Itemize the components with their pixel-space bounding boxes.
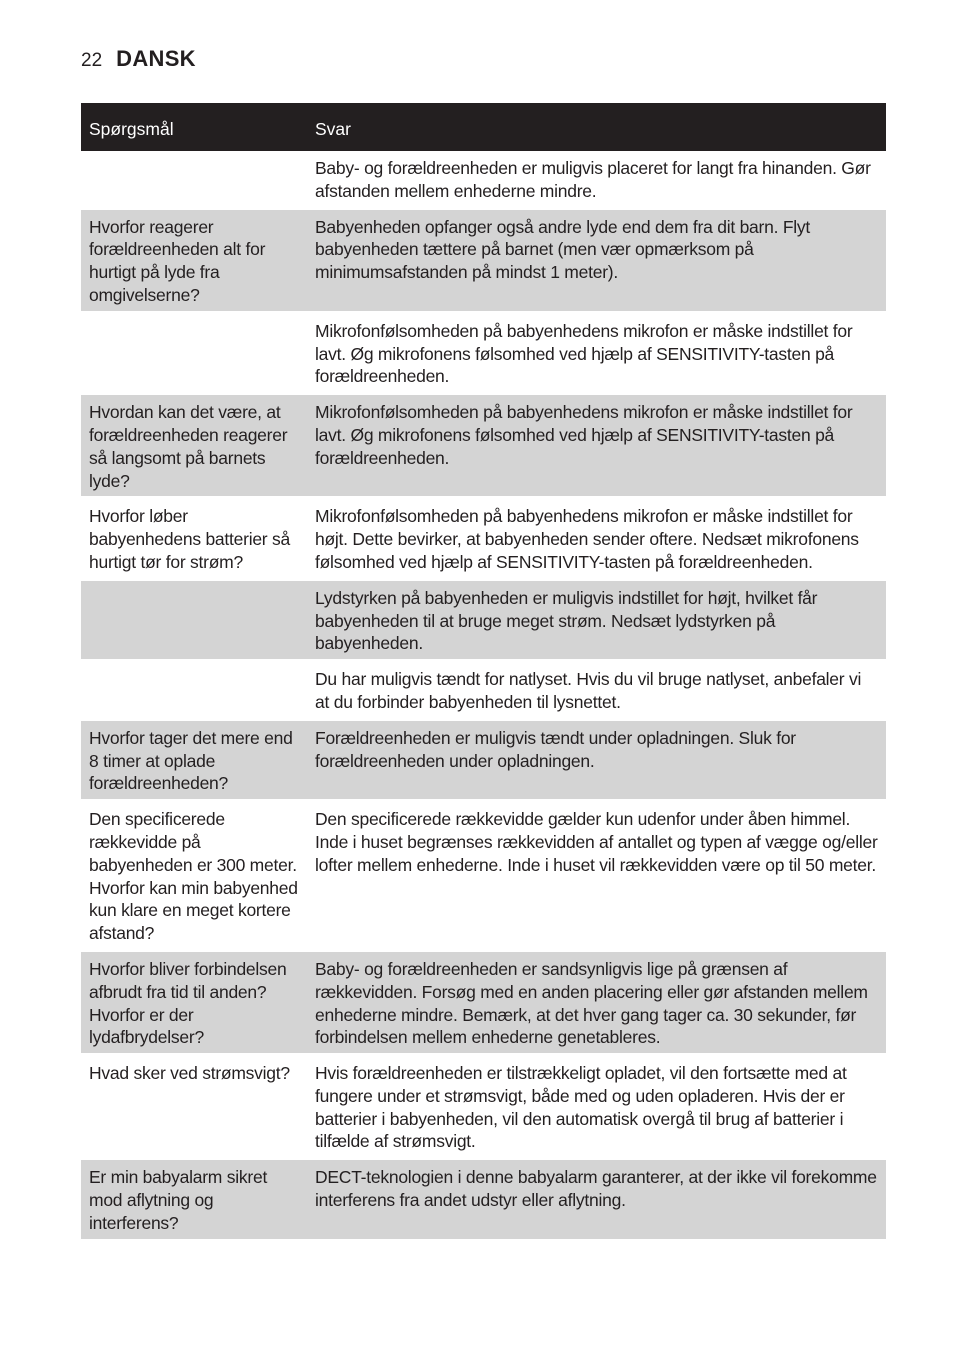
- table-row: [81, 661, 886, 720]
- answer-cell: Den specificerede rækkevidde gælder kun udenfor under åben himmel. Inde i huset begrænses rækkevidden af antallet og typen af vægge og/eller lofter mellem enhederne. Inde i huset vil rækkevidden være op til 50 meter.: [307, 801, 886, 951]
- answer-cell: Hvis forældreenheden er tilstrækkeligt opladet, vil den fortsætte med at fungere under et strømsvigt, både med og uden opladeren. Hvis der er batterier i babyenheden, vil den automatisk overgå til brug af batterier i tilfælde af strømsvigt.: [307, 1055, 886, 1159]
- answer-cell: Babyenheden opfanger også andre lyde end dem fra dit barn. Flyt babyenheden tættere på barnet (men vær opmærksom på minimumsafstanden på mindst 1 meter).: [307, 208, 886, 312]
- table-row: [81, 950, 886, 1054]
- question-cell: [81, 151, 307, 208]
- page-header: [81, 46, 196, 72]
- table-row: [81, 208, 886, 312]
- question-cell: Hvordan kan det være, at forældreenheden reagerer så langsomt på barnets lyde?: [81, 394, 307, 498]
- table-header-row: [81, 103, 886, 151]
- answer-cell: Baby- og forældreenheden er muligvis placeret for langt fra hinanden. Gør afstanden mellem enhederne mindre.: [315, 158, 871, 201]
- table-row: [81, 312, 886, 393]
- table-row: [81, 719, 886, 800]
- table-row: [81, 1159, 886, 1239]
- section-title: DANSK: [116, 46, 196, 71]
- question-cell: Er min babyalarm sikret mod aflytning og interferens?: [81, 1159, 307, 1239]
- table-row: [81, 498, 886, 579]
- answer-cell: Mikrofonfølsomheden på babyenhedens mikrofon er måske indstillet for lavt. Øg mikrofonens følsomhed ved hjælp af SENSITIVITY-tasten på forældreenheden.: [307, 312, 886, 393]
- answer-cell: DECT-teknologien i denne babyalarm garanterer, at der ikke vil forekomme interferens fra andet udstyr eller aflytning.: [307, 1159, 886, 1239]
- faq-body: [81, 151, 886, 1239]
- answer-cell: Mikrofonfølsomheden på babyenhedens mikrofon er måske indstillet for højt. Dette bevirker, at babyenheden sender oftere. Nedsæt mikrofonens følsomhed ved hjælp af SENSITIVITY-tasten på forældreenheden.: [307, 498, 886, 579]
- question-cell: Hvad sker ved strømsvigt?: [81, 1055, 307, 1159]
- table-row: [81, 801, 886, 951]
- question-cell: [81, 579, 307, 660]
- faq-table: [81, 103, 886, 1239]
- table-row: [81, 394, 886, 498]
- answer-cell: Mikrofonfølsomheden på babyenhedens mikrofon er måske indstillet for lavt. Øg mikrofonens følsomhed ved hjælp af SENSITIVITY-tasten på forældreenheden.: [307, 394, 886, 498]
- question-cell: Hvorfor reagerer forældreenheden alt for hurtigt på lyde fra omgivelserne?: [81, 208, 307, 312]
- table-row: [81, 1055, 886, 1159]
- question-cell: Hvorfor bliver forbindelsen afbrudt fra tid til anden? Hvorfor er der lydafbrydelser?: [81, 950, 307, 1054]
- answer-cell: Du har muligvis tændt for natlyset. Hvis du vil bruge natlyset, anbefaler vi at du forbinder babyenheden til lysnettet.: [307, 661, 886, 720]
- question-cell: Hvorfor løber babyenhedens batterier så hurtigt tør for strøm?: [81, 498, 307, 579]
- answer-cell: Lydstyrken på babyenheden er muligvis indstillet for højt, hvilket får babyenheden til at bruge meget strøm. Nedsæt lydstyrken på babyenheden.: [307, 579, 886, 660]
- table-row: [81, 151, 886, 208]
- answer-cell: Baby- og forældreenheden er sandsynligvis lige på grænsen af rækkevidden. Forsøg med en anden placering eller gør afstanden mellem enhederne mindre. Bemærk, at det hver gang tager ca. 30 sekunder, før forbindelsen mellem enhederne genetableres.: [307, 950, 886, 1054]
- page-number: 22: [81, 50, 103, 71]
- question-cell: Hvorfor tager det mere end 8 timer at oplade forældreenheden?: [81, 719, 307, 800]
- table-row: [81, 579, 886, 660]
- question-cell: [81, 312, 307, 393]
- column-header-answer: Svar: [307, 103, 886, 151]
- column-header-question: Spørgsmål: [81, 103, 307, 151]
- answer-cell: Forældreenheden er muligvis tændt under opladningen. Sluk for forældreenheden under opladningen.: [307, 719, 886, 800]
- question-cell: [81, 661, 307, 720]
- question-cell: Den specificerede rækkevidde på babyenheden er 300 meter. Hvorfor kan min babyenhed kun klare en meget kortere afstand?: [81, 801, 307, 951]
